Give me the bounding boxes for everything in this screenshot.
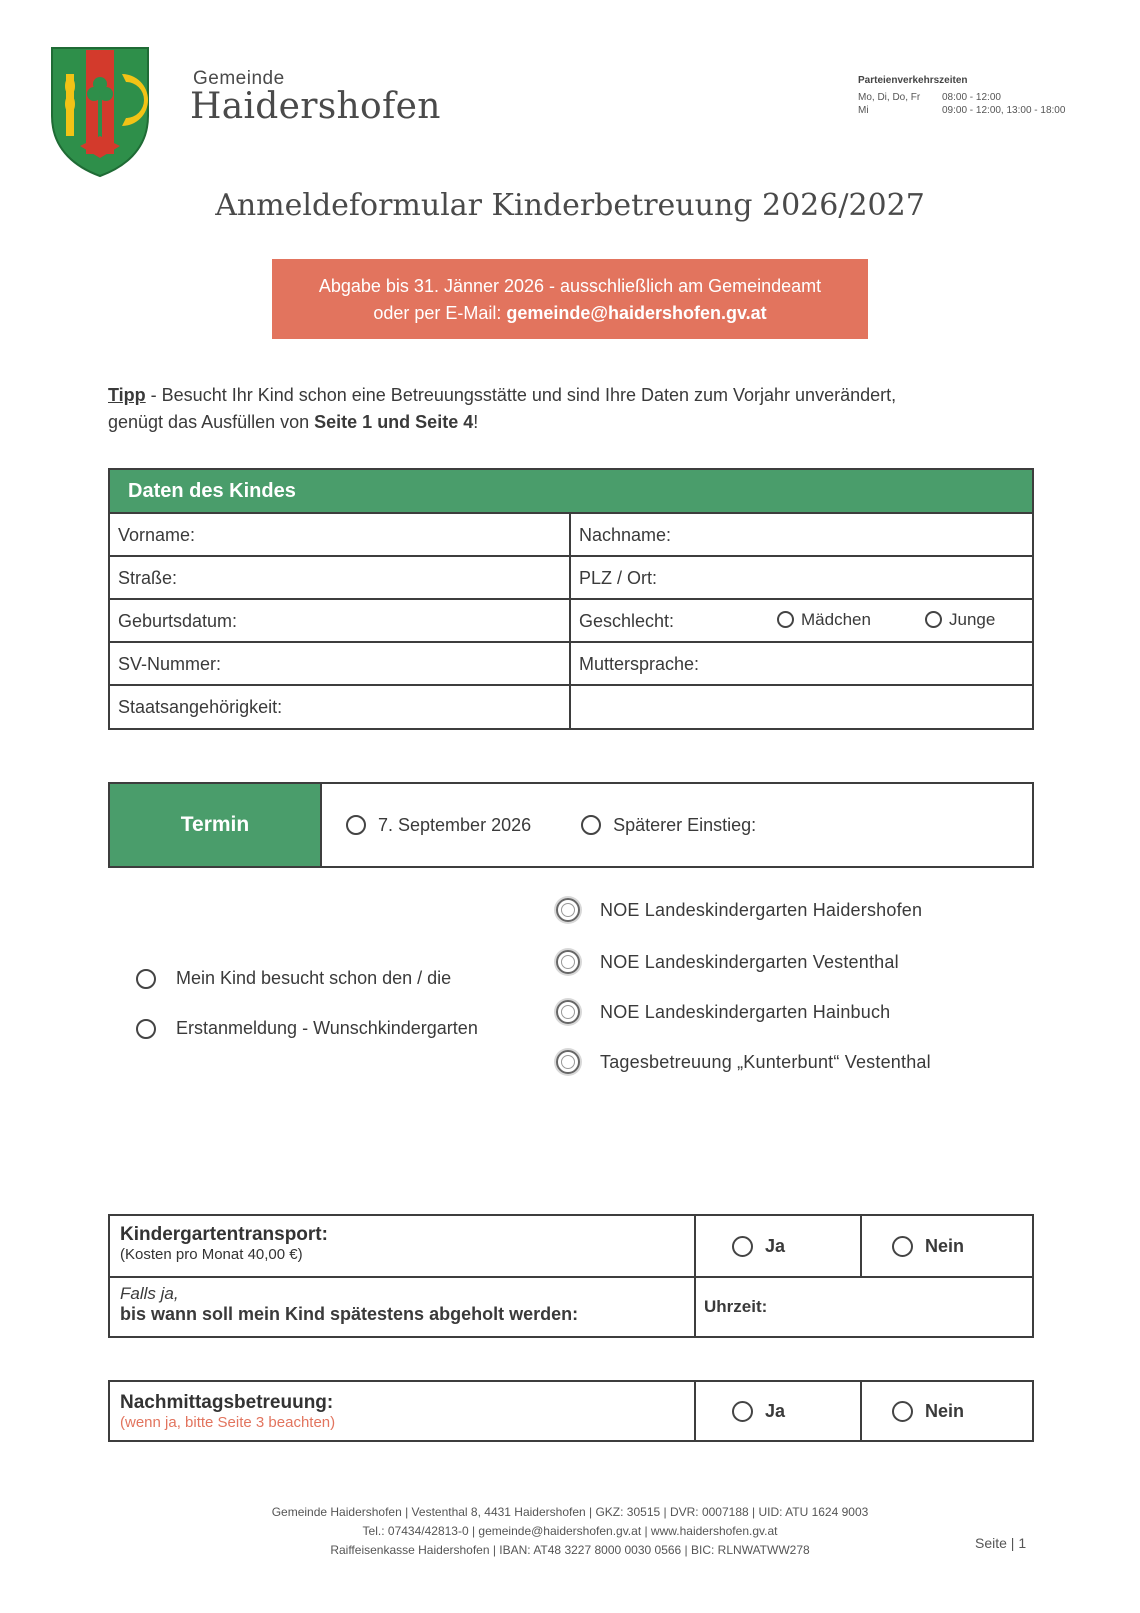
municipality-crest-logo [50,46,150,178]
radio-icon[interactable] [556,1050,580,1074]
girl-option[interactable] [777,598,871,641]
hours-time: 08:00 - 12:00 [942,92,1001,103]
transport-table [108,1214,1034,1338]
pickup-question: bis wann soll mein Kind spätestens abgeholt werden: [120,1304,579,1324]
start-date-section [108,782,1034,868]
termin-options [322,784,756,866]
mother-tongue-field[interactable]: Muttersprache: [579,654,700,674]
radio-icon[interactable] [136,1019,156,1039]
already-attends-option[interactable] [136,968,451,989]
footer [0,1503,1140,1560]
gender-field [571,600,1032,641]
termin-option2-label: Späterer Einstieg: [613,814,757,835]
table-row [110,600,1032,643]
yes-label: Ja [765,1400,786,1421]
yes-label: Ja [765,1235,786,1256]
sv-number-field[interactable]: SV-Nummer: [110,643,571,684]
afternoon-note: (wenn ja, bitte Seite 3 beachten) [120,1414,336,1431]
first-registration-option[interactable] [136,1018,478,1039]
radio-icon[interactable] [556,1000,580,1024]
footer-line2: Tel.: 07434/42813-0 | gemeinde@haidershofen.gv.at | www.haidershofen.gv.at [362,1524,778,1538]
kindergarten-label: NOE Landeskindergarten Hainbuch [600,1001,891,1022]
empty-cell [571,686,1032,728]
kindergarten-option[interactable] [556,950,899,974]
table-row [110,686,1032,728]
tip-end: ! [473,412,479,432]
termin-september-option[interactable] [346,815,531,836]
office-hours-row [858,92,1098,103]
street-field[interactable]: Straße: [110,557,571,598]
kindergarten-label: NOE Landeskindergarten Haidershofen [600,899,923,920]
brand-small-text: Gemeinde [193,68,285,89]
kindergarten-option[interactable] [556,898,922,922]
termin-later-option[interactable] [581,815,756,836]
page-title: Anmeldeformular Kinderbetreuung 2026/2027 [215,188,925,223]
office-hours-title: Parteienverkehrszeiten [858,75,968,86]
gender-label: Geschlecht: [579,611,675,631]
table-row [110,1382,1032,1440]
hours-time: 09:00 - 12:00, 13:00 - 18:00 [942,105,1066,116]
office-hours-row [858,105,1098,116]
hours-days: Mo, Di, Do, Fr [858,92,921,103]
tip-line1: - Besucht Ihr Kind schon eine Betreuungsstätte und sind Ihre Daten zum Vorjahr unverändert, [145,385,897,405]
radio-icon[interactable] [556,950,580,974]
radio-icon[interactable] [925,611,942,628]
afternoon-no-option[interactable] [862,1382,1032,1440]
radio-icon[interactable] [892,1236,913,1257]
page-number: Seite | 1 [975,1535,1027,1551]
kindergarten-option[interactable] [556,1000,890,1024]
first-registration-label: Erstanmeldung - Wunschkindergarten [176,1018,478,1038]
notice-line1: Abgabe bis 31. Jänner 2026 - ausschließlich am Gemeindeamt [318,276,822,296]
footer-line3: Raiffeisenkasse Haidershofen | IBAN: AT48 3227 8000 0030 0566 | BIC: RLNWATWW278 [330,1543,810,1557]
last-name-field[interactable]: Nachname: [579,525,672,545]
afternoon-care-table [108,1380,1034,1442]
transport-no-option[interactable] [862,1216,1032,1276]
notice-prefix: oder per E-Mail: [373,303,507,323]
tip-label: Tipp [108,385,146,405]
tip-bold: Seite 1 und Seite 4 [314,412,474,432]
hours-days: Mi [858,105,869,116]
kindergarten-label: Tagesbetreuung „Kunterbunt“ Vestenthal [600,1051,931,1072]
already-attends-label: Mein Kind besucht schon den / die [176,968,452,988]
citizenship-field[interactable]: Staatsangehörigkeit: [110,686,571,728]
transport-label-cell [110,1216,696,1276]
brand-big-text: Haidershofen [190,86,441,127]
table-row [110,557,1032,600]
radio-icon[interactable] [777,611,794,628]
transport-yes-option[interactable] [696,1216,862,1276]
radio-icon[interactable] [346,815,366,835]
boy-label: Junge [949,610,996,629]
pickup-time-field[interactable]: Uhrzeit: [704,1297,768,1316]
termin-label: Termin [110,784,322,866]
deadline-notice [272,259,868,339]
radio-icon[interactable] [732,1401,753,1422]
radio-icon[interactable] [581,815,601,835]
table-row [110,514,1032,557]
pickup-question-cell [110,1278,696,1336]
footer-line1: Gemeinde Haidershofen | Vestenthal 8, 4431 Haidershofen | GKZ: 30515 | DVR: 0007188 | UID: ATU 1624 9003 [271,1505,869,1519]
tip-text [108,382,1068,436]
table-row [110,643,1032,686]
no-label: Nein [925,1400,965,1421]
radio-icon[interactable] [136,969,156,989]
birthdate-field[interactable]: Geburtsdatum: [110,600,571,641]
no-label: Nein [925,1235,965,1256]
afternoon-yes-option[interactable] [696,1382,862,1440]
afternoon-title: Nachmittagsbetreuung: [120,1392,334,1413]
transport-title: Kindergartentransport: [120,1224,328,1245]
notice-email-link[interactable]: gemeinde@haidershofen.gv.at [506,303,767,323]
if-yes-text: Falls ja, [120,1284,179,1303]
transport-cost: (Kosten pro Monat 40,00 €) [120,1246,303,1263]
radio-icon[interactable] [892,1401,913,1422]
zip-city-field[interactable]: PLZ / Ort: [579,568,658,588]
child-data-header: Daten des Kindes [110,470,1032,514]
notice-line2 [272,300,868,327]
child-data-table [108,468,1034,730]
kindergarten-label: NOE Landeskindergarten Vestenthal [600,951,899,972]
termin-option1-label: 7. September 2026 [378,814,532,835]
office-hours [858,75,1098,118]
tip-line2: genügt das Ausfüllen von [108,412,315,432]
radio-icon[interactable] [732,1236,753,1257]
afternoon-label-cell [110,1382,696,1440]
first-name-field[interactable]: Vorname: [110,514,571,555]
girl-label: Mädchen [801,610,871,629]
boy-option[interactable] [925,598,995,641]
table-row [110,1278,1032,1336]
radio-icon[interactable] [556,898,580,922]
kindergarten-option[interactable] [556,1050,931,1074]
table-row [110,1216,1032,1278]
